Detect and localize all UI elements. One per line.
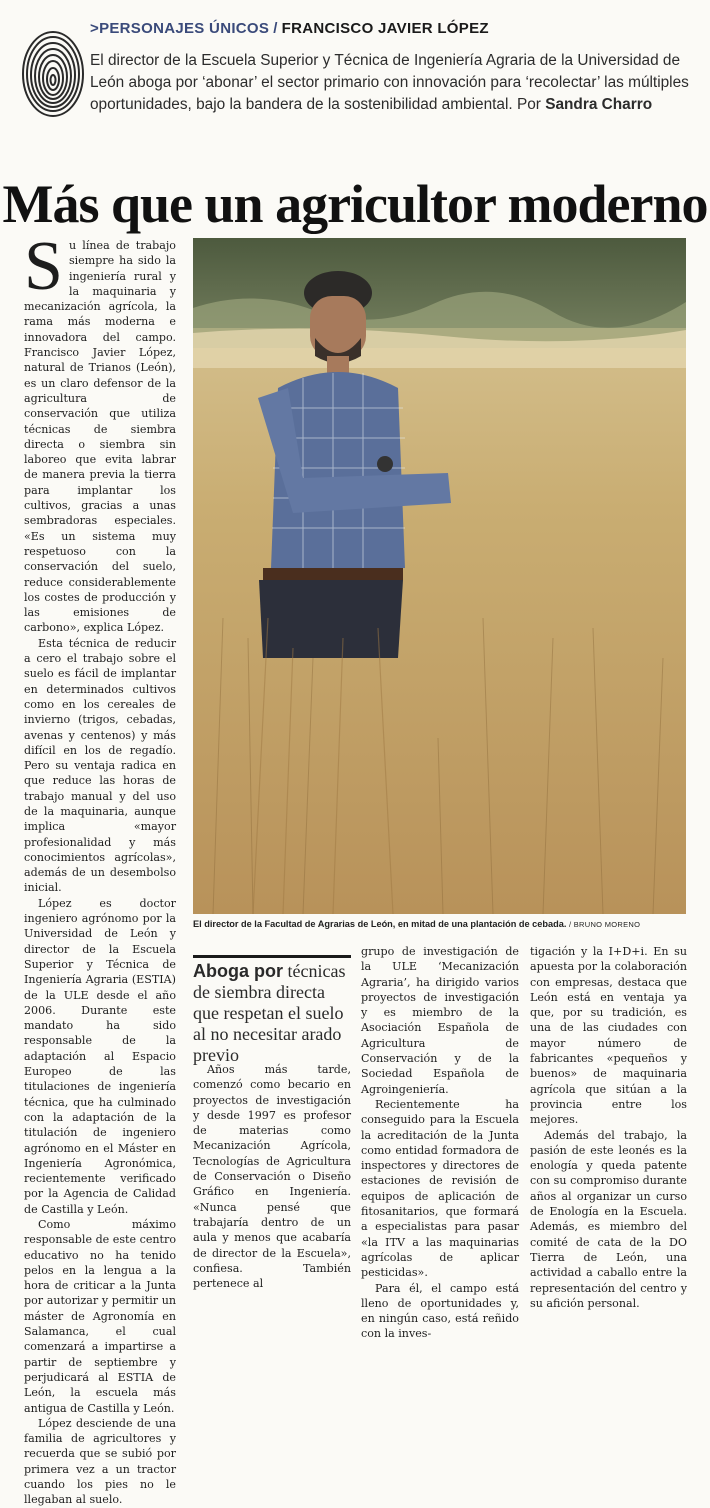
pull-quote-text: técnicas de siembra directa que respetan el suelo al no necesitar arado previo <box>193 961 346 1065</box>
paragraph: Años más tarde, comenzó como becario en proyectos de investigación y desde 1997 es profesor de materias como Mecanización Agrícola, Tecnologías de Agricultura de Conservación o Diseño Gráfico en Ingeniería. «Nunca pensé que trabajaría dentro de un aula y menos que acabaría de director de la Escuela», confiesa. También pertenece al <box>193 1063 351 1291</box>
headline: Más que un agricultor moderno <box>2 174 708 235</box>
pull-quote <box>193 955 351 1066</box>
standfirst <box>90 50 695 116</box>
subject-name: FRANCISCO JAVIER LÓPEZ <box>281 20 489 37</box>
section-label: PERSONAJES ÚNICOS <box>99 20 270 37</box>
body-column-3 <box>361 944 519 1342</box>
section-kicker: >PERSONAJES ÚNICOS / FRANCISCO JAVIER LÓPEZ <box>90 20 489 37</box>
drop-cap: S <box>24 228 63 305</box>
paragraph: Como máximo responsable de este centro educativo no ha tenido pelos en la lengua a la hora de criticar a la Junta por autorizar y permitir un máster de Agronomía en Salamanca, el cual comenzará a impartirse a partir de septiembre y perjudicará al ESTIA de León, la escuela más antigua de Castilla y León. <box>24 1218 176 1415</box>
pull-quote-lead: Aboga por <box>193 961 283 981</box>
body-column-2 <box>193 1062 351 1291</box>
caption-text: El director de la Facultad de Agrarias de León, en mitad de una plantación de cebada. <box>193 919 567 929</box>
kicker-separator: / <box>273 20 278 37</box>
paragraph: Para él, el campo está lleno de oportunidades y, en ningún caso, está reñido con la inves- <box>361 1281 519 1341</box>
paragraph: Esta técnica de reducir a cero el trabajo sobre el suelo es fácil de implantar en determinados cultivos como en los cereales de invierno (trigos, cebadas, avenas y centenos) y más difícil en los de regadío. Pero su ventaja radica en que reduce las horas de trabajo manual y del uso de la maquinaria, aunque implica «mayor profesionalidad y más conocimientos agrícolas», además de un desembolso inicial. <box>24 636 176 895</box>
paragraph: Además del trabajo, la pasión de este leonés es la enología y queda patente con su compromiso durante años al organizar un curso de Enología en la Escuela. Además, es miembro del comité de cata de la DO Tierra de León, una actividad a caballo entre la representación del centro y su afición personal. <box>530 1128 687 1310</box>
body-column-4 <box>530 944 687 1311</box>
paragraph: Recientemente ha conseguido para la Escuela la acreditación de la Junta como entidad formadora de inspectores y directores de estaciones de revisión de equipos de aplicación de fitosanitarios, que formará a especialistas para pasar «la ITV a las maquinarias agrícolas de aplicar pesticidas». <box>361 1097 519 1280</box>
article-photo <box>193 238 686 914</box>
paragraph: tigación y la I+D+i. En su apuesta por la colaboración con empresas, destaca que León está en ventaja ya que, por su tradición, es una de las ciudades con mayor número de fabricantes «pequeños y buenos» de maquinaria agrícola que sitúan a la provincia entre los mejores. <box>530 945 687 1127</box>
body-column-1 <box>24 228 176 1508</box>
paragraph: López desciende de una familia de agricultores y recuerda que se subió por primera vez a un tractor cuando los pies no le llegaban al suelo. <box>24 1416 176 1507</box>
paragraph: Su línea de trabajo siempre ha sido la ingeniería rural y la maquinaria y mecanización agrícola, la rama más moderna e innovadora del campo. Francisco Javier López, natural de Trianos (León), es un claro defensor de la agricultura de conservación que utiliza técnicas de siembra directa o siembra sin laboreo que evita labrar de manera previa la tierra para implantar los cultivos, gracias a unas sembradoras especiales. «Es un sistema muy respetuoso con la conservación del suelo, reduce considerablemente los costes de producción y las emisiones de carbono», explica López. <box>24 228 176 635</box>
photo-credit: / BRUNO MORENO <box>568 920 641 929</box>
photo-caption <box>193 919 703 929</box>
paragraph: grupo de investigación de la ULE ‘Mecanización Agraria’, ha dirigido varios proyectos de investigación y es miembro de la Asociación Española de Agricultura de Conservación y de la Sociedad Española de Agroingeniería. <box>361 945 519 1096</box>
fingerprint-icon <box>20 26 86 118</box>
paragraph: López es doctor ingeniero agrónomo por la Universidad de León y director de la Escuela Superior y Técnica de Ingeniería Agraria (ESTIA) de la ULE desde el año 2006. Durante este mandato ha sido responsable de la adaptación al Espacio Europeo de las titulaciones de ingeniería técnica, que ha culminado con la adaptación de la titulación de ingeniero agrónomo en el Máster en Ingeniería Agronómica, recientemente verificado por la Agencia de Calidad de Castilla y León. <box>24 896 176 1216</box>
byline-author: Sandra Charro <box>545 96 653 113</box>
standfirst-text: El director de la Escuela Superior y Técnica de Ingeniería Agraria de la Universidad de León aboga por ‘abonar’ el sector primario con innovación para ‘recolectar’ las múltiples oportunidades, bajo la bandera de la sostenibilidad ambiental. Por <box>90 52 689 113</box>
